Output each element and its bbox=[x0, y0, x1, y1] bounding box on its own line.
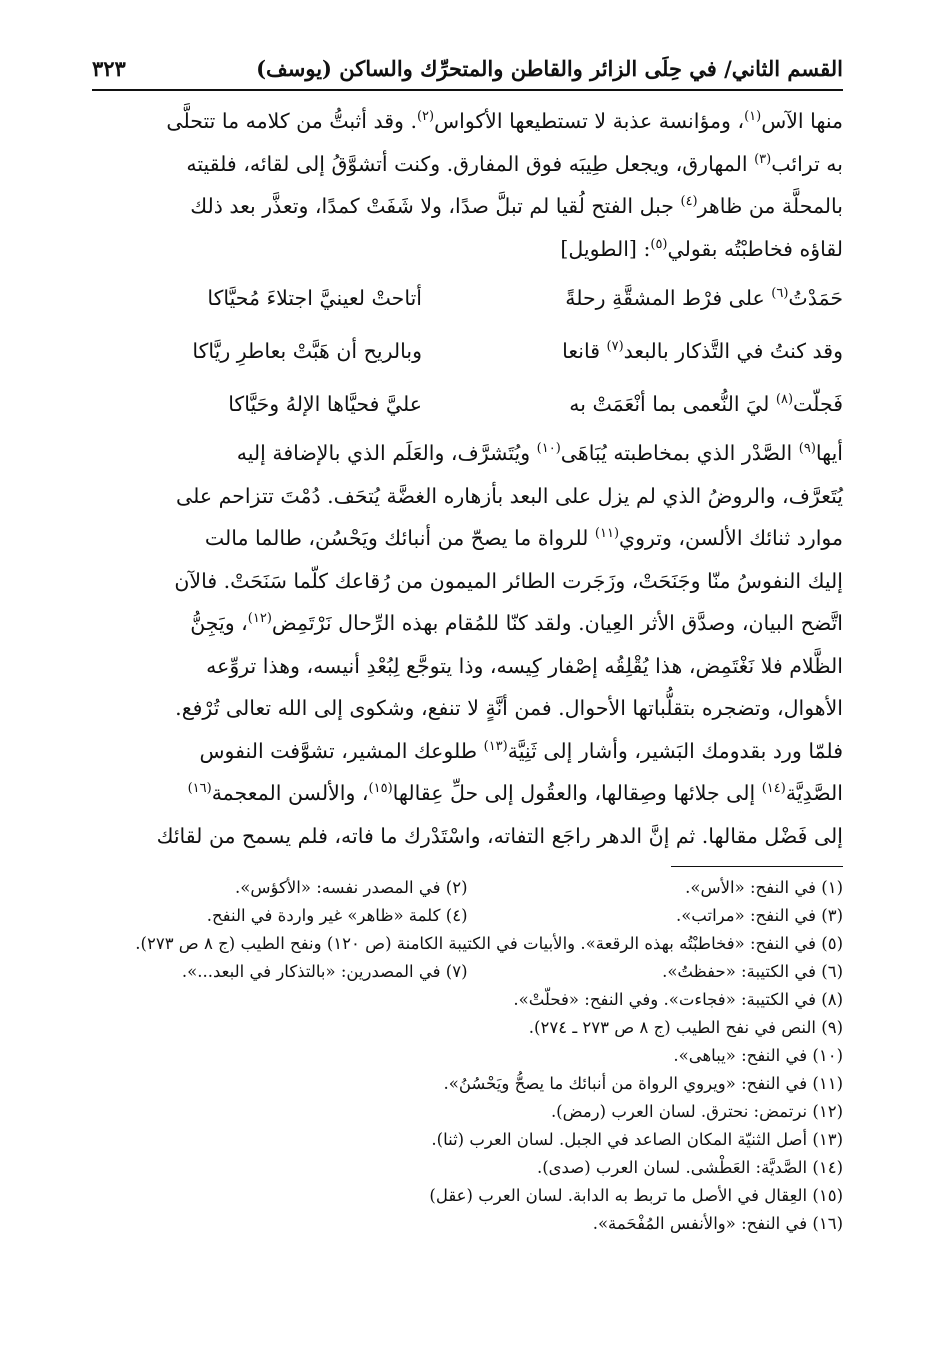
text-line: إلى فَضْل مقالها. ثم إنَّ الدهر راجَع التفاته، واسْتَدْرك ما فاته، فلم يسمح من لقائك bbox=[156, 823, 843, 848]
footnote-13: (١٣) أصل الثنيّة المكان الصاعد في الجبل. لسان العرب (ثنا). bbox=[431, 1130, 843, 1149]
verse-line bbox=[92, 325, 843, 378]
footnote-16: (١٦) في النفح: «والأنفس المُفْحَمة». bbox=[592, 1214, 843, 1233]
footnote-row bbox=[92, 958, 843, 986]
text-line: اتَّضح البيان، وصدَّق الأثر العِيان. ولقد كنّا للمُقام بهذه الرِّحال نَرْتَمِض$^{(١٢)}$، ويَجِنُّ bbox=[190, 611, 843, 635]
footnote-10: (١٠) في النفح: «يباهى». bbox=[673, 1046, 843, 1065]
verse-first-hemistich: حَمَدْتُ$^{(٦)}$ على فرْط المشقَّةِ رحلةً bbox=[565, 286, 843, 310]
footnote-8: (٨) في الكتيبة: «فجاءت». وفي النفح: «فحلّتْ». bbox=[513, 990, 843, 1009]
footnote-6: (٦) في الكتيبة: «حفظتُ». bbox=[662, 962, 843, 981]
verse-first-hemistich: فَجلّت$^{(٨)}$ ليَ النُّعمى بما أنْعَمَتْ به bbox=[569, 392, 843, 416]
text-line: الصَّدِيَّة$^{(١٤)}$ إلى جلائها وصِقالها، والعقُول إلى حلِّ عِقالها$^{(١٥)}$، والألسن المعجمة$^{(١٦)}$ bbox=[187, 781, 843, 805]
footnote-15: (١٥) العِقال في الأصل ما تربط به الدابة. لسان العرب (عقل) bbox=[429, 1186, 843, 1205]
footnote-3: (٣) في النفح: «مراتب». bbox=[675, 906, 843, 925]
text-line: لقاؤه فخاطبْتُه بقولي$^{(٥)}$: [الطويل] bbox=[560, 236, 843, 261]
footnote-row bbox=[92, 1154, 843, 1182]
text-line: يُتَعرَّف، والروضُ الذي لم يزل على البعد بأزهاره الغضَّة يُتحَف. دُمْتَ تتزاحم على bbox=[176, 483, 843, 508]
footnote-row bbox=[92, 930, 843, 958]
verse-second-hemistich: وبالريح أن هَبَّتْ بعاطرِ ريَّاكا bbox=[192, 339, 422, 363]
verse-second-hemistich: أتاحتْ لعينيَّ اجتلاءَ مُحيَّاكا bbox=[207, 286, 422, 310]
footnotes bbox=[92, 874, 843, 1238]
running-title: القسم الثاني/ في حِلَى الزائر والقاطن والمتحرِّك والساكن (يوسف) bbox=[256, 55, 843, 81]
verse-line bbox=[92, 378, 843, 431]
text-line: الظَّلام فلا نَغْتَمِض، هذا يُقْلِقُه إصْفار كِيسه، وذا يتوجَّع لِبُعْدِ أنيسه، وهذا تروِّعه bbox=[206, 653, 843, 678]
text-line: إليك النفوسُ منّا وجَنَحَتْ، وزَجَرت الطائر الميمون من رُقاعك كلّما سَنَحَتْ. فالآن bbox=[174, 568, 843, 593]
footnote-row bbox=[92, 874, 843, 902]
main-text-prose bbox=[92, 432, 843, 857]
footnote-row bbox=[92, 902, 843, 930]
footnote-row bbox=[92, 1014, 843, 1042]
text-line: بالمحلَّة من ظاهر$^{(٤)}$ جبل الفتح لُقيا لم تبلَّ صدًا، ولا شَفَتْ كمدًا، وتعذَّر بعد ذلك bbox=[190, 194, 843, 218]
footnote-row bbox=[92, 1070, 843, 1098]
footnote-rule bbox=[671, 866, 843, 867]
text-line: منها الآس$^{(١)}$، ومؤانسة عذبة لا تستطيعها الأكواس$^{(٢)}$. وقد أثبتُّ من كلامه ما تتحلَّى bbox=[166, 109, 843, 133]
footnote-5: (٥) في النفح: «فخاطبْتُه بهذه الرقعة». والأبيات في الكتيبة الكامنة (ص ١٢٠) ونفح الطيب (ج ٨ ص ٢٧٣). bbox=[135, 934, 843, 953]
header-rule bbox=[92, 89, 843, 91]
main-text-intro bbox=[92, 100, 843, 270]
footnote-row bbox=[92, 1182, 843, 1210]
footnote-4: (٤) كلمة «ظاهر» غير واردة في النفح. bbox=[206, 906, 468, 925]
footnote-row bbox=[92, 1098, 843, 1126]
footnote-2: (٢) في المصدر نفسه: «الأكؤس». bbox=[235, 878, 468, 897]
footnote-12: (١٢) نرتمض: نحترق. لسان العرب (رمض). bbox=[550, 1102, 843, 1121]
text-line: فلمّا ورد بقدومك البَشير، وأشار إلى ثَنِيَّة$^{(١٣)}$ طلوعك المشير، تشوَّفت النفوس bbox=[199, 738, 843, 763]
footnote-row bbox=[92, 1126, 843, 1154]
footnote-row bbox=[92, 1210, 843, 1238]
verse-first-hemistich: وقد كنتُ في التَّذكار بالبعد$^{(٧)}$ قانعا bbox=[562, 339, 843, 363]
verse-second-hemistich: عليَّ فحيَّاها الإلهُ وحَيَّاكا bbox=[228, 392, 422, 416]
text-line: الأهوال، وتضجره بتقلُّباتها الأحوال. فمن أنَّةٍ لا تنفع، وشكوى إلى الله تعالى تُرْفع. bbox=[175, 696, 843, 720]
footnote-14: (١٤) الصَّديَّة: العَطْشى. لسان العرب (صدى). bbox=[536, 1158, 843, 1177]
footnote-11: (١١) في النفح: «ويروي الرواة من أنبائك ما يصحُّ ويَحْسُنُ». bbox=[443, 1074, 843, 1093]
footnote-row bbox=[92, 1042, 843, 1070]
footnote-1: (١) في النفح: «الأس». bbox=[685, 878, 843, 897]
text-line: أيها$^{(٩)}$ الصَّدْر الذي بمخاطبته يُبَاهَى$^{(١٠)}$ ويُتَشرَّف، والعَلَم الذي بالإضافة إليه bbox=[236, 441, 843, 465]
page-number: ٣٢٣ bbox=[92, 55, 126, 81]
verse-line bbox=[92, 272, 843, 325]
poem-verses bbox=[92, 272, 843, 431]
footnote-9: (٩) النص في نفح الطيب (ج ٨ ص ٢٧٣ ـ ٢٧٤). bbox=[528, 1018, 843, 1037]
text-line: به ترائب$^{(٣)}$ المهارق، ويجعل طِيبَه فوق المفارق. وكنت أتشوَّقُ إلى لقائه، فلقيته bbox=[186, 151, 843, 176]
footnote-row bbox=[92, 986, 843, 1014]
text-line: موارد ثنائك الألسن، وتروي$^{(١١)}$ للرواة ما يصحّ من أنبائك ويَحْسُن، طالما مالت bbox=[204, 526, 843, 550]
page-header bbox=[92, 48, 843, 88]
footnote-7: (٧) في المصدرين: «بالتذكار في البعد...». bbox=[181, 962, 468, 981]
